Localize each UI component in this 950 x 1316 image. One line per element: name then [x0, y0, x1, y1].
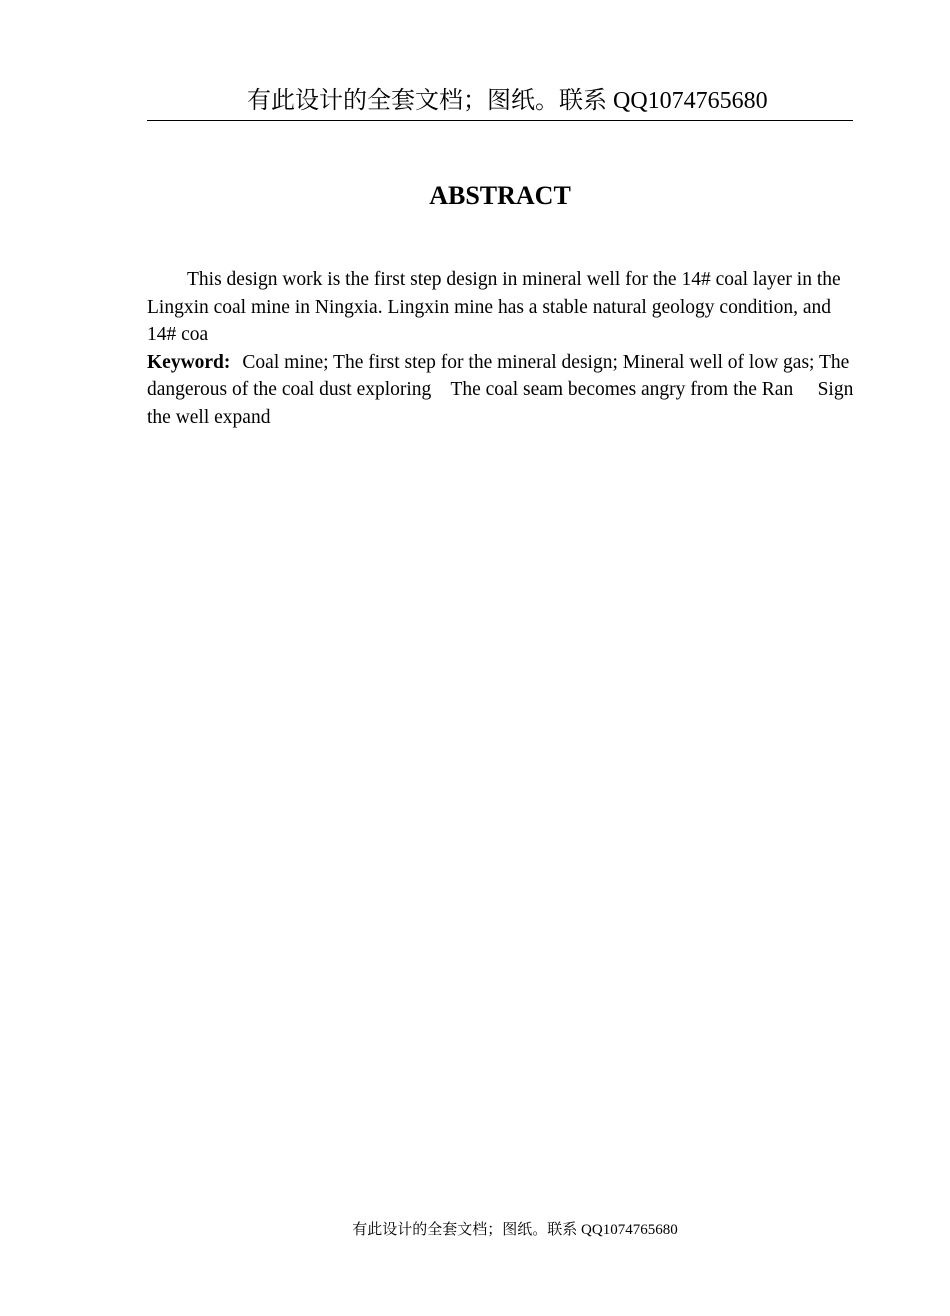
- keyword-paragraph: [147, 349, 857, 432]
- abstract-title: ABSTRACT: [429, 181, 571, 210]
- abstract-paragraph: This design work is the first step design in mineral well for the 14# coal layer in the Lingxin coal mine in Ningxia. Lingxin mine has a stable natural geology condition, and 14# coa: [147, 269, 841, 345]
- page-header: [147, 84, 853, 121]
- keyword-list: Coal mine; The first step for the mineral design; Mineral well of low gas; The dangerous of the coal dust exploring The coal seam becomes angry from the Ran Sign the well expand: [147, 351, 854, 428]
- keyword-label: Keyword:: [147, 351, 231, 373]
- abstract-body: [147, 266, 857, 431]
- page-footer: 有此设计的全套文档；图纸。联系 QQ1074765680: [352, 1222, 678, 1238]
- header-text: 有此设计的全套文档；图纸。联系 QQ1074765680: [247, 88, 768, 114]
